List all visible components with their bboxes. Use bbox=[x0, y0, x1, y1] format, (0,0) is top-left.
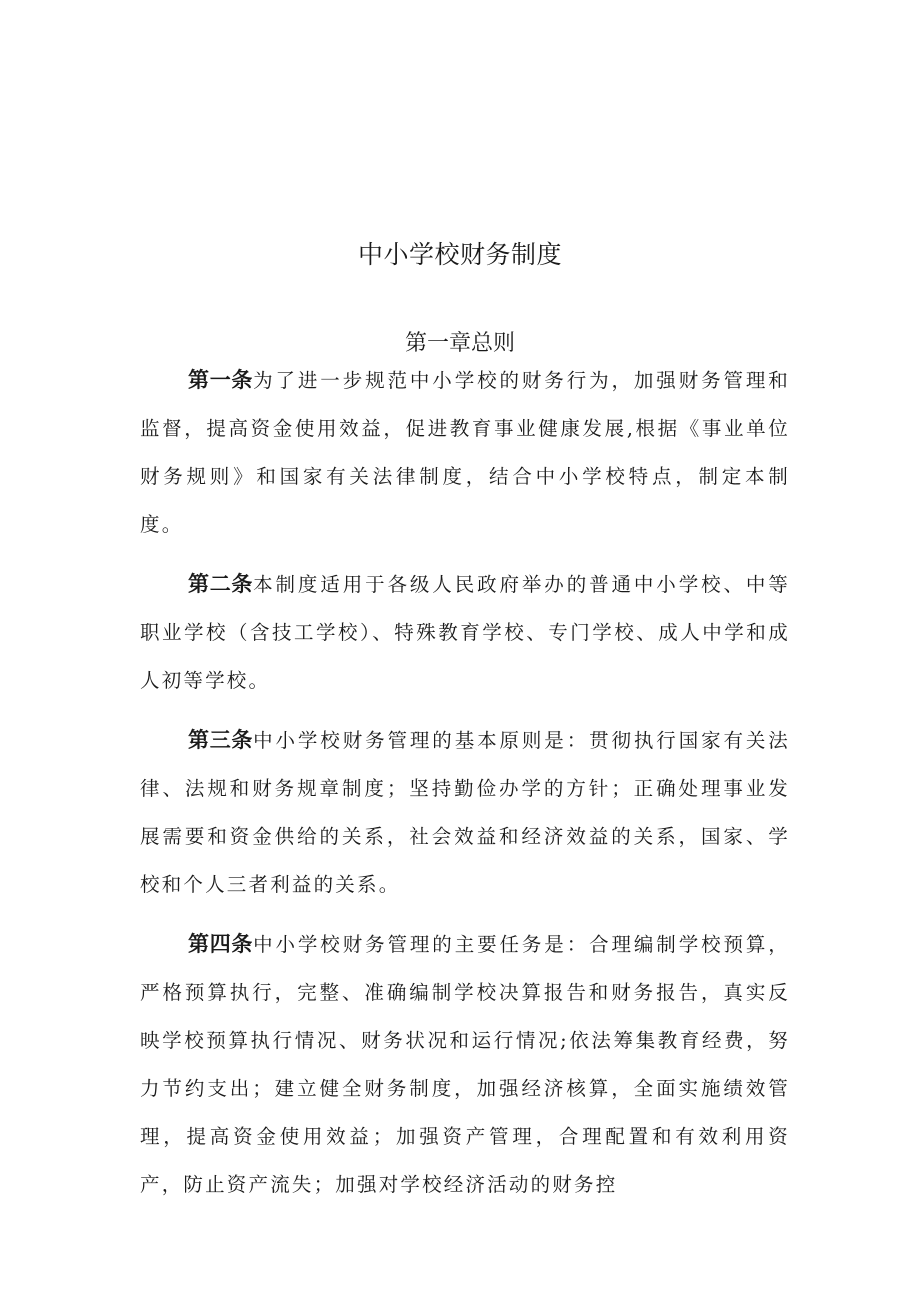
article-text: 为了进一步规范中小学校的财务行为，加强财务管理和监督，提高资金使用效益，促进教育事业健康发展,根据《事业单位财务规则》和国家有关法律制度，结合中小学校特点，制定本制度。 bbox=[140, 369, 790, 536]
article-1 bbox=[140, 356, 790, 549]
document-body bbox=[140, 356, 790, 1220]
article-text: 本制度适用于各级人民政府举办的普通中小学校、中等职业学校（含技工学校）、特殊教育学校、专门学校、成人中学和成人初等学校。 bbox=[140, 573, 790, 692]
article-text: 中小学校财务管理的基本原则是：贯彻执行国家有关法律、法规和财务规章制度；坚持勤俭办学的方针；正确处理事业发展需要和资金供给的关系，社会效益和经济效益的关系，国家、学校和个人三者利益的关系。 bbox=[140, 729, 790, 896]
chapter-title: 第一章总则 bbox=[404, 331, 515, 357]
article-label: 第四条 bbox=[188, 932, 254, 956]
article-label: 第二条 bbox=[188, 572, 254, 596]
document-title: 中小学校财务制度 bbox=[357, 239, 562, 269]
article-2 bbox=[140, 560, 790, 705]
article-4 bbox=[140, 920, 790, 1209]
article-3 bbox=[140, 716, 790, 909]
article-label: 第一条 bbox=[188, 368, 254, 392]
article-label: 第三条 bbox=[188, 728, 254, 752]
article-text: 中小学校财务管理的主要任务是：合理编制学校预算，严格预算执行，完整、准确编制学校决算报告和财务报告，真实反映学校预算执行情况、财务状况和运行情况;依法筹集教育经费，努力节约支出；建立健全财务制度，加强经济核算，全面实施绩效管理，提高资金使用效益；加强资产管理，合理配置和有效利用资产，防止资产流失；加强对学校经济活动的财务控 bbox=[140, 933, 790, 1196]
